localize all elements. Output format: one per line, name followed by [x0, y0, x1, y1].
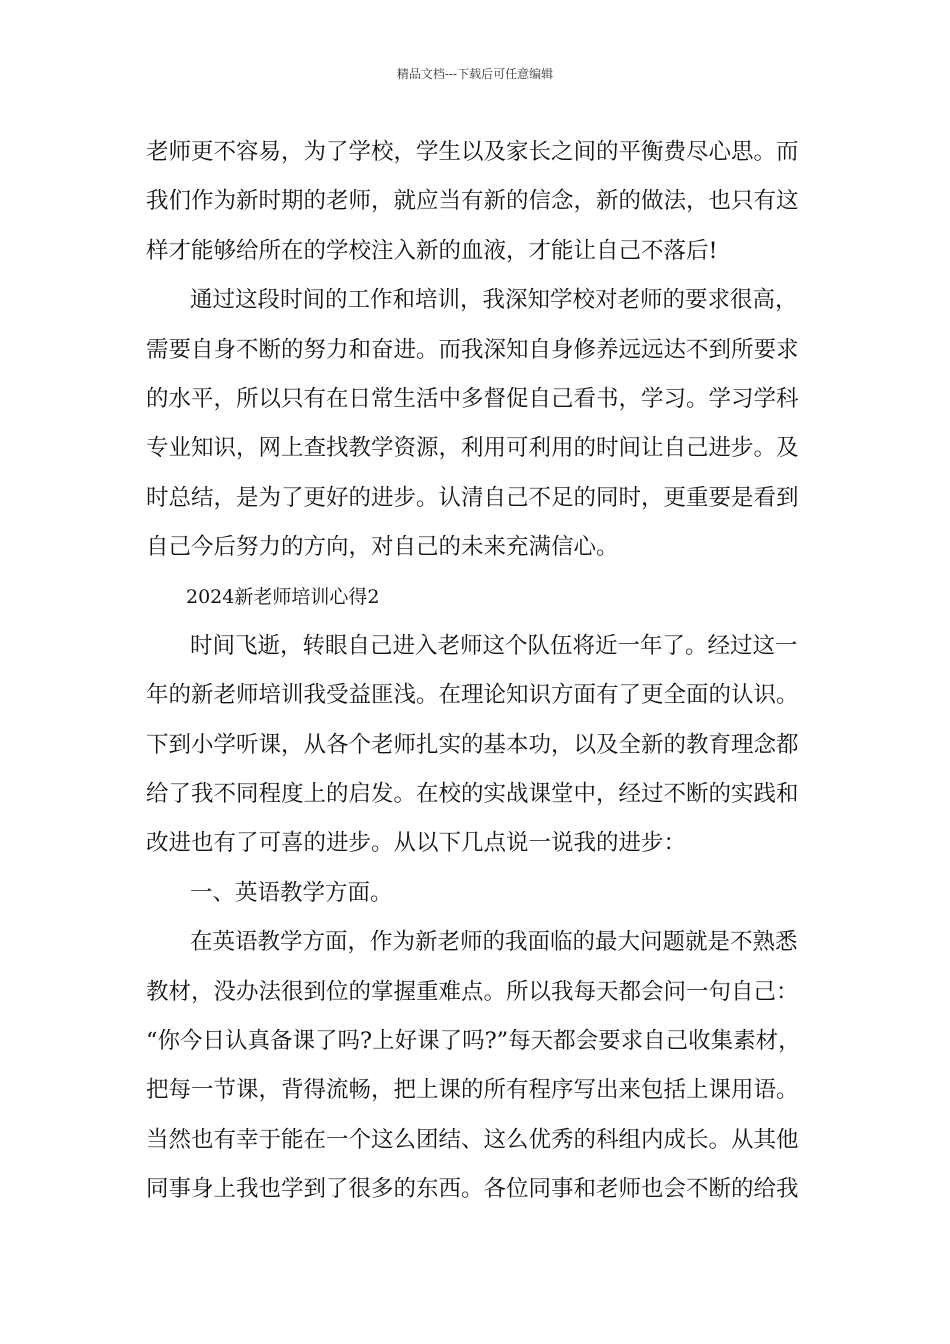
- paragraph-line: 改进也有了可喜的进步。从以下几点说一说我的进步：: [146, 830, 687, 857]
- paragraph-line: 时间飞逝，转眼自己进入老师这个队伍将近一年了。经过这一: [190, 632, 798, 659]
- paragraph-line: “你今日认真备课了吗?上好课了吗?”每天都会要求自己收集素材，: [146, 1028, 801, 1055]
- page-header: 精品文档---下载后可任意编辑: [396, 67, 554, 81]
- paragraph-line: 下到小学听课，从各个老师扎实的基本功，以及全新的教育理念都: [146, 731, 799, 758]
- paragraph-line: 自己今后努力的方向，对自己的未来充满信心。: [146, 534, 619, 561]
- paragraph-line: 教材，没办法很到位的掌握重难点。所以我每天都会问一句自己：: [146, 978, 799, 1005]
- paragraph-line: 我们作为新时期的老师，就应当有新的信念，新的做法，也只有这: [146, 188, 799, 215]
- paragraph-line: 老师更不容易，为了学校，学生以及家长之间的平衡费尽心思。而: [146, 139, 799, 165]
- paragraph-line: 在英语教学方面，作为新老师的我面临的最大问题就是不熟悉: [190, 929, 798, 956]
- paragraph-line: 时总结，是为了更好的进步。认清自己不足的同时，更重要是看到: [146, 484, 799, 511]
- paragraph-line: 当然也有幸于能在一个这么团结、这么优秀的科组内成长。从其他: [146, 1126, 799, 1153]
- paragraph-line: 同事身上我也学到了很多的东西。各位同事和老师也会不断的给我: [146, 1176, 799, 1203]
- paragraph-line: 通过这段时间的工作和培训，我深知学校对老师的要求很高，: [190, 287, 798, 314]
- paragraph-line: 年的新老师培训我受益匪浅。在理论知识方面有了更全面的认识。: [146, 682, 799, 709]
- paragraph-line: 需要自身不断的努力和奋进。而我深知自身修养远远达不到所要求: [146, 336, 799, 363]
- paragraph-line: 一、英语教学方面。: [190, 879, 393, 906]
- paragraph-line: 给了我不同程度上的启发。在校的实战课堂中，经过不断的实践和: [146, 781, 799, 808]
- paragraph-line: 的水平，所以只有在日常生活中多督促自己看书，学习。学习学科: [146, 385, 799, 412]
- paragraph-line: 专业知识，网上查找教学资源，利用可利用的时间让自己进步。及: [146, 435, 799, 462]
- document-body: [146, 128, 810, 1215]
- section-heading: 2024新老师培训心得2: [186, 585, 380, 608]
- paragraph-line: 样才能够给所在的学校注入新的血液，才能让自己不落后!: [146, 237, 718, 264]
- paragraph-line: 把每一节课，背得流畅，把上课的所有程序写出来包括上课用语。: [146, 1077, 799, 1104]
